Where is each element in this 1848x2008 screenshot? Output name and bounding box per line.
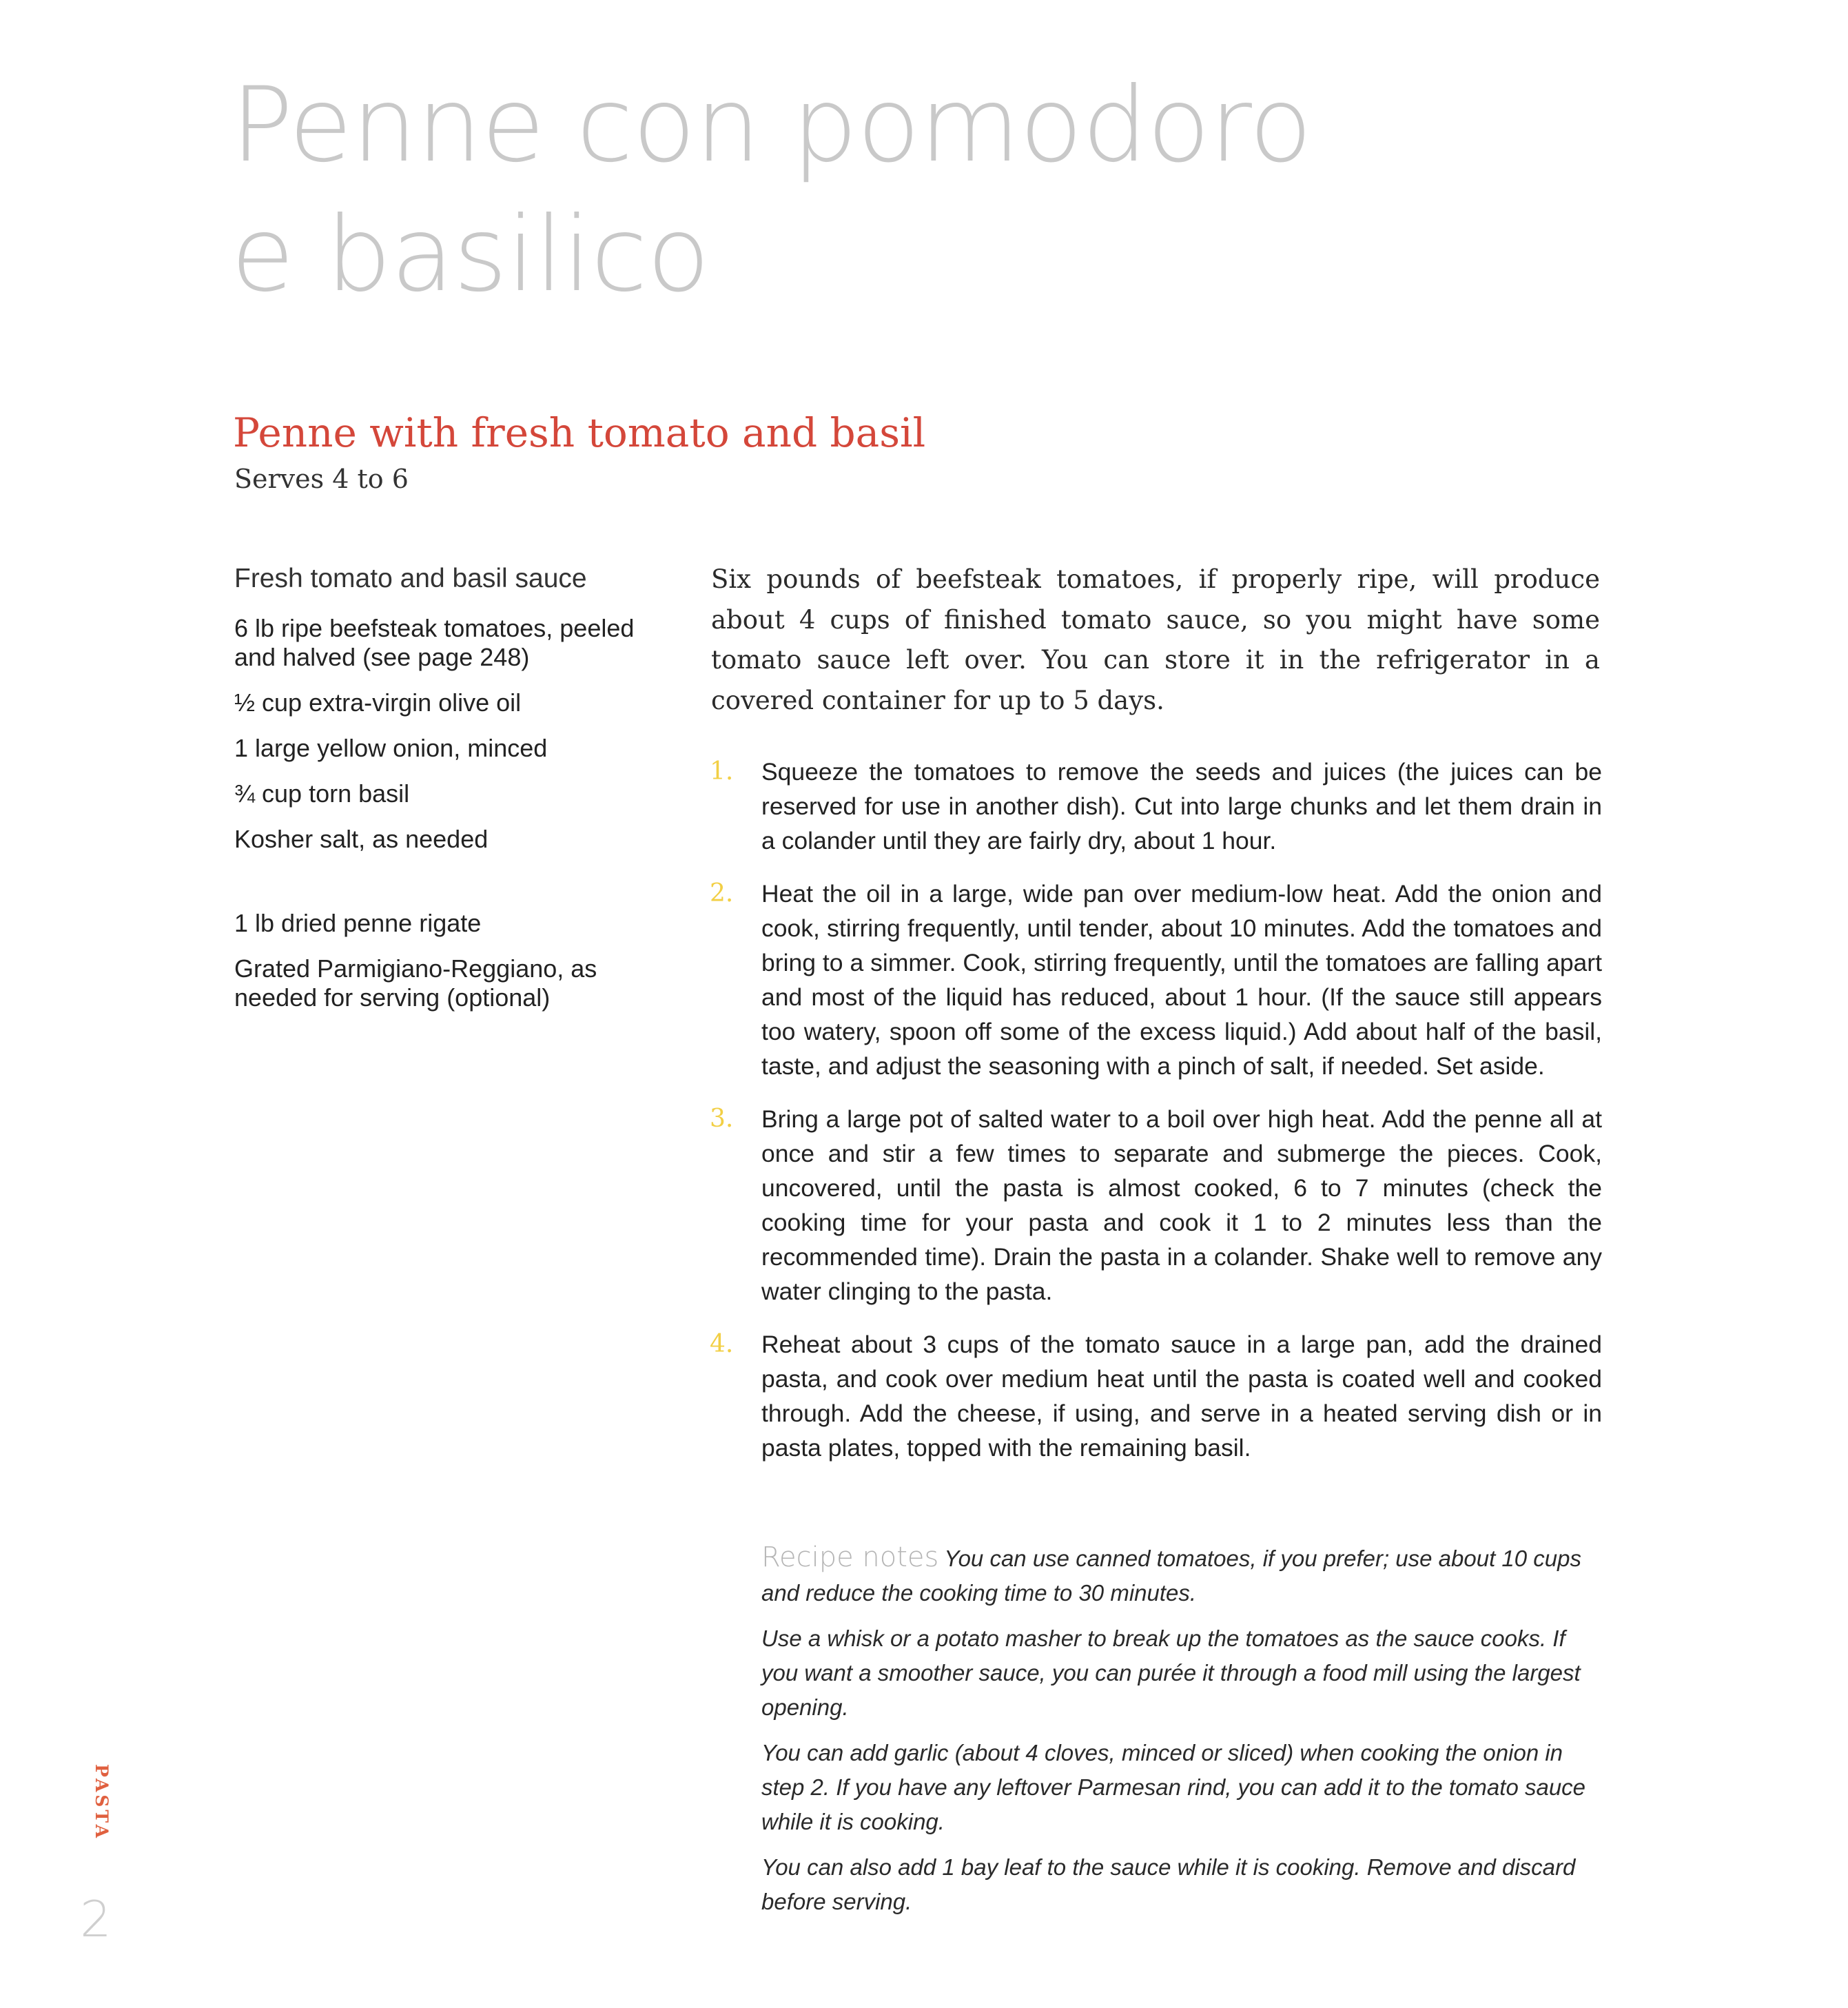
recipe-subtitle: Penne with fresh tomato and basil bbox=[233, 409, 926, 456]
ingredient-group-spacer bbox=[234, 870, 655, 909]
ingredient-item: Kosher salt, as needed bbox=[234, 825, 489, 853]
intro-paragraph: Six pounds of beefsteak tomatoes, if properly ripe, will produce about 4 cups of finished tomato sauce, so you might have some tomato sauce left over. You can store it in the refrigerator in a covered container for up to 5 days. bbox=[711, 564, 1600, 715]
step-item bbox=[710, 1327, 1602, 1465]
title-line-1: Penne con pomodoro bbox=[231, 65, 1312, 185]
note-paragraph: You can add garlic (about 4 cloves, minced or sliced) when cooking the onion in step 2. If you have any leftover Parmesan rind, you can add it to the tomato sauce while it is cooking. bbox=[761, 1740, 1586, 1834]
ingredient-item: 1 lb dried penne rigate bbox=[234, 909, 482, 937]
page-number: 2 bbox=[80, 1890, 112, 1948]
title-line-2: e basilico bbox=[231, 195, 710, 315]
recipe-notes bbox=[761, 1540, 1602, 1930]
note-paragraph: You can also add 1 bay leaf to the sauce while it is cooking. Remove and discard before serving. bbox=[761, 1854, 1576, 1914]
note-paragraph: Use a whisk or a potato masher to break up the tomatoes as the sauce cooks. If you want a smoother sauce, you can purée it through a food mill using the largest opening. bbox=[761, 1626, 1581, 1720]
ingredient-item: ½ cup extra-virgin olive oil bbox=[234, 688, 522, 717]
ingredients-heading: Fresh tomato and basil sauce bbox=[234, 564, 587, 593]
ingredients-list bbox=[234, 562, 655, 1029]
step-text: Reheat about 3 cups of the tomato sauce in a large pan, add the drained pasta, and cook over medium heat until the pasta is coated well and cooked through. Add the cheese, if using, and serve in a heated serving dish or in pasta plates, topped with the remaining basil. bbox=[761, 1331, 1602, 1462]
step-number: 4. bbox=[710, 1330, 734, 1358]
note-paragraph bbox=[761, 1540, 1602, 1610]
step-number: 1. bbox=[710, 757, 734, 786]
step-item bbox=[710, 755, 1602, 858]
ingredient-item: Grated Parmigiano-Reggiano, as needed for serving (optional) bbox=[234, 954, 597, 1012]
step-item bbox=[710, 1102, 1602, 1309]
step-number: 2. bbox=[710, 879, 734, 908]
section-label: PASTA bbox=[92, 1764, 112, 1841]
ingredient-item: 6 lb ripe beefsteak tomatoes, peeled and halved (see page 248) bbox=[234, 614, 635, 671]
step-text: Heat the oil in a large, wide pan over medium-low heat. Add the onion and cook, stirring frequently, until tender, about 10 minutes. Add the tomatoes and bring to a simmer. Cook, stirring frequently, until the tomatoes are falling apart and most of the liquid has reduced, about 1 hour. (If the sauce still appears too watery, spoon off some of the excess liquid.) Add about half of the basil, taste, and adjust the seasoning with a pinch of salt, if needed. Set aside. bbox=[761, 880, 1602, 1080]
step-number: 3. bbox=[710, 1105, 734, 1133]
notes-label: Recipe notes bbox=[761, 1541, 939, 1573]
servings-text: Serves 4 to 6 bbox=[234, 464, 409, 494]
note-text: You can use canned tomatoes, if you prefer; use about 10 cups and reduce the cooking time to 30 minutes. bbox=[761, 1546, 1582, 1606]
ingredient-item: ¾ cup torn basil bbox=[234, 779, 410, 808]
step-item bbox=[710, 877, 1602, 1083]
method-steps bbox=[710, 755, 1602, 1484]
ingredient-item: 1 large yellow onion, minced bbox=[234, 734, 548, 762]
step-text: Bring a large pot of salted water to a boil over high heat. Add the penne all at once and stir a few times to separate and submerge the pieces. Cook, uncovered, until the pasta is almost cooked, 6 to 7 minutes (check the cooking time for your pasta and cook it 1 to 2 minutes less than the recommended time). Drain the pasta in a colander. Shake well to remove any water clinging to the pasta. bbox=[761, 1105, 1602, 1305]
step-text: Squeeze the tomatoes to remove the seeds and juices (the juices can be reserved for use in another dish). Cut into large chunks and let them drain in a colander until they are fairly dry, about 1 hour. bbox=[761, 758, 1602, 854]
page-title bbox=[231, 61, 1402, 320]
